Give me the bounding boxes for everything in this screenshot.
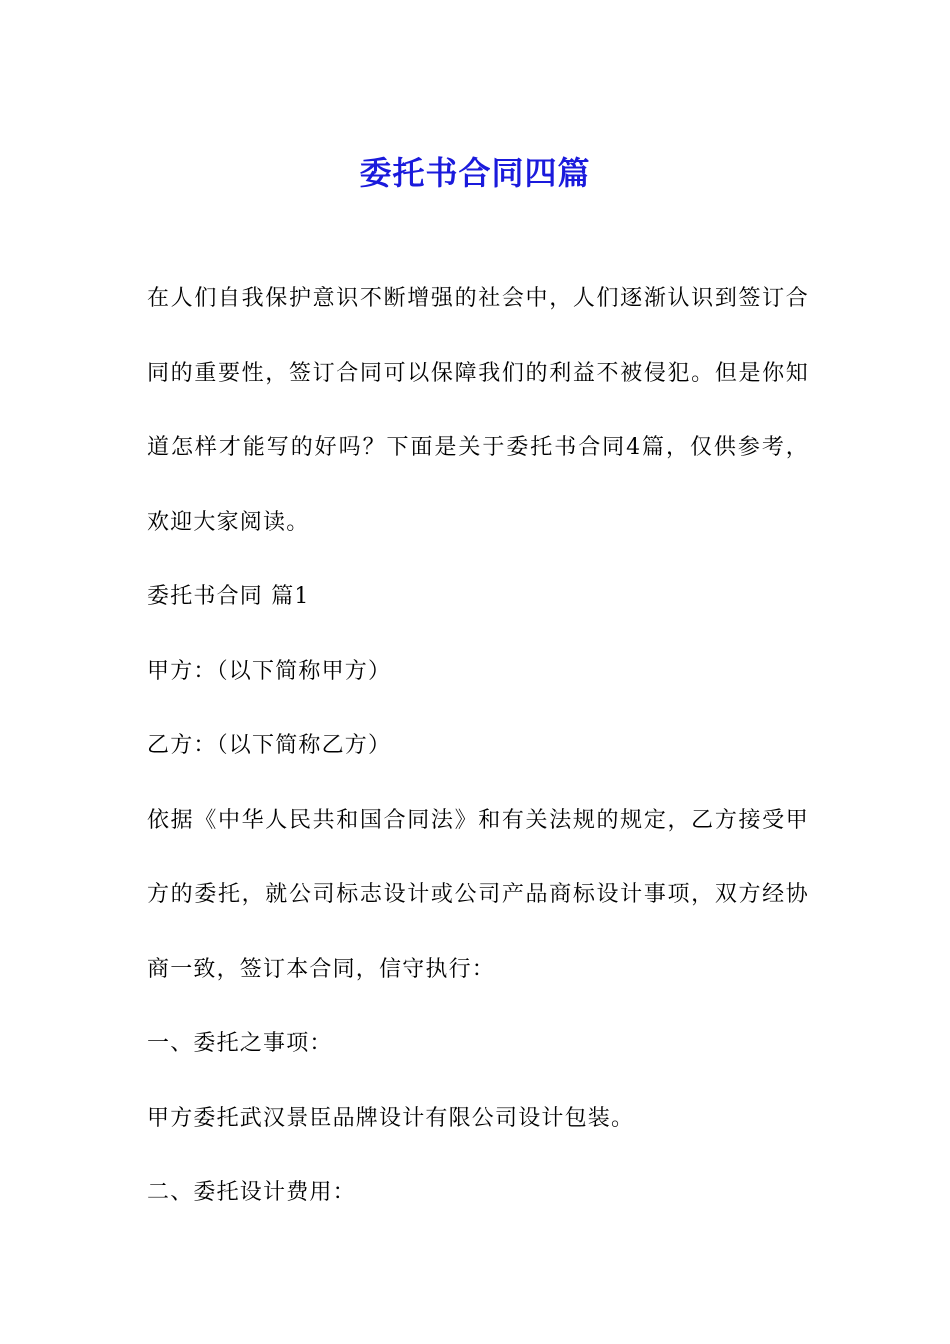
clause-1-heading: 一、委托之事项： — [147, 1031, 333, 1056]
party-b-line: 乙方：（以下简称乙方） — [147, 733, 392, 758]
party-a-line: 甲方：（以下简称甲方） — [147, 658, 392, 684]
document-body — [147, 262, 809, 1231]
contract-preamble: 依据《中华人民共和国合同法》和有关法规的规定，乙方接受甲方的委托，就公司标志设计或公司产品商标设计事项，双方经协商一致，签订本合同，信守执行： — [147, 807, 809, 982]
intro-paragraph: 在人们自我保护意识不断增强的社会中，人们逐渐认识到签订合同的重要性，签订合同可以保障我们的利益不被侵犯。但是你知道怎样才能写的好吗？下面是关于委托书合同4篇，仅供参考，欢迎大家阅读。 — [147, 286, 809, 535]
clause-2-heading: 二、委托设计费用： — [147, 1180, 356, 1205]
clause-1-text: 甲方委托武汉景臣品牌设计有限公司设计包装。 — [147, 1105, 635, 1131]
document-title: 委托书合同四篇 — [359, 154, 591, 193]
section-heading-part-1: 委托书合同 篇1 — [147, 584, 310, 609]
